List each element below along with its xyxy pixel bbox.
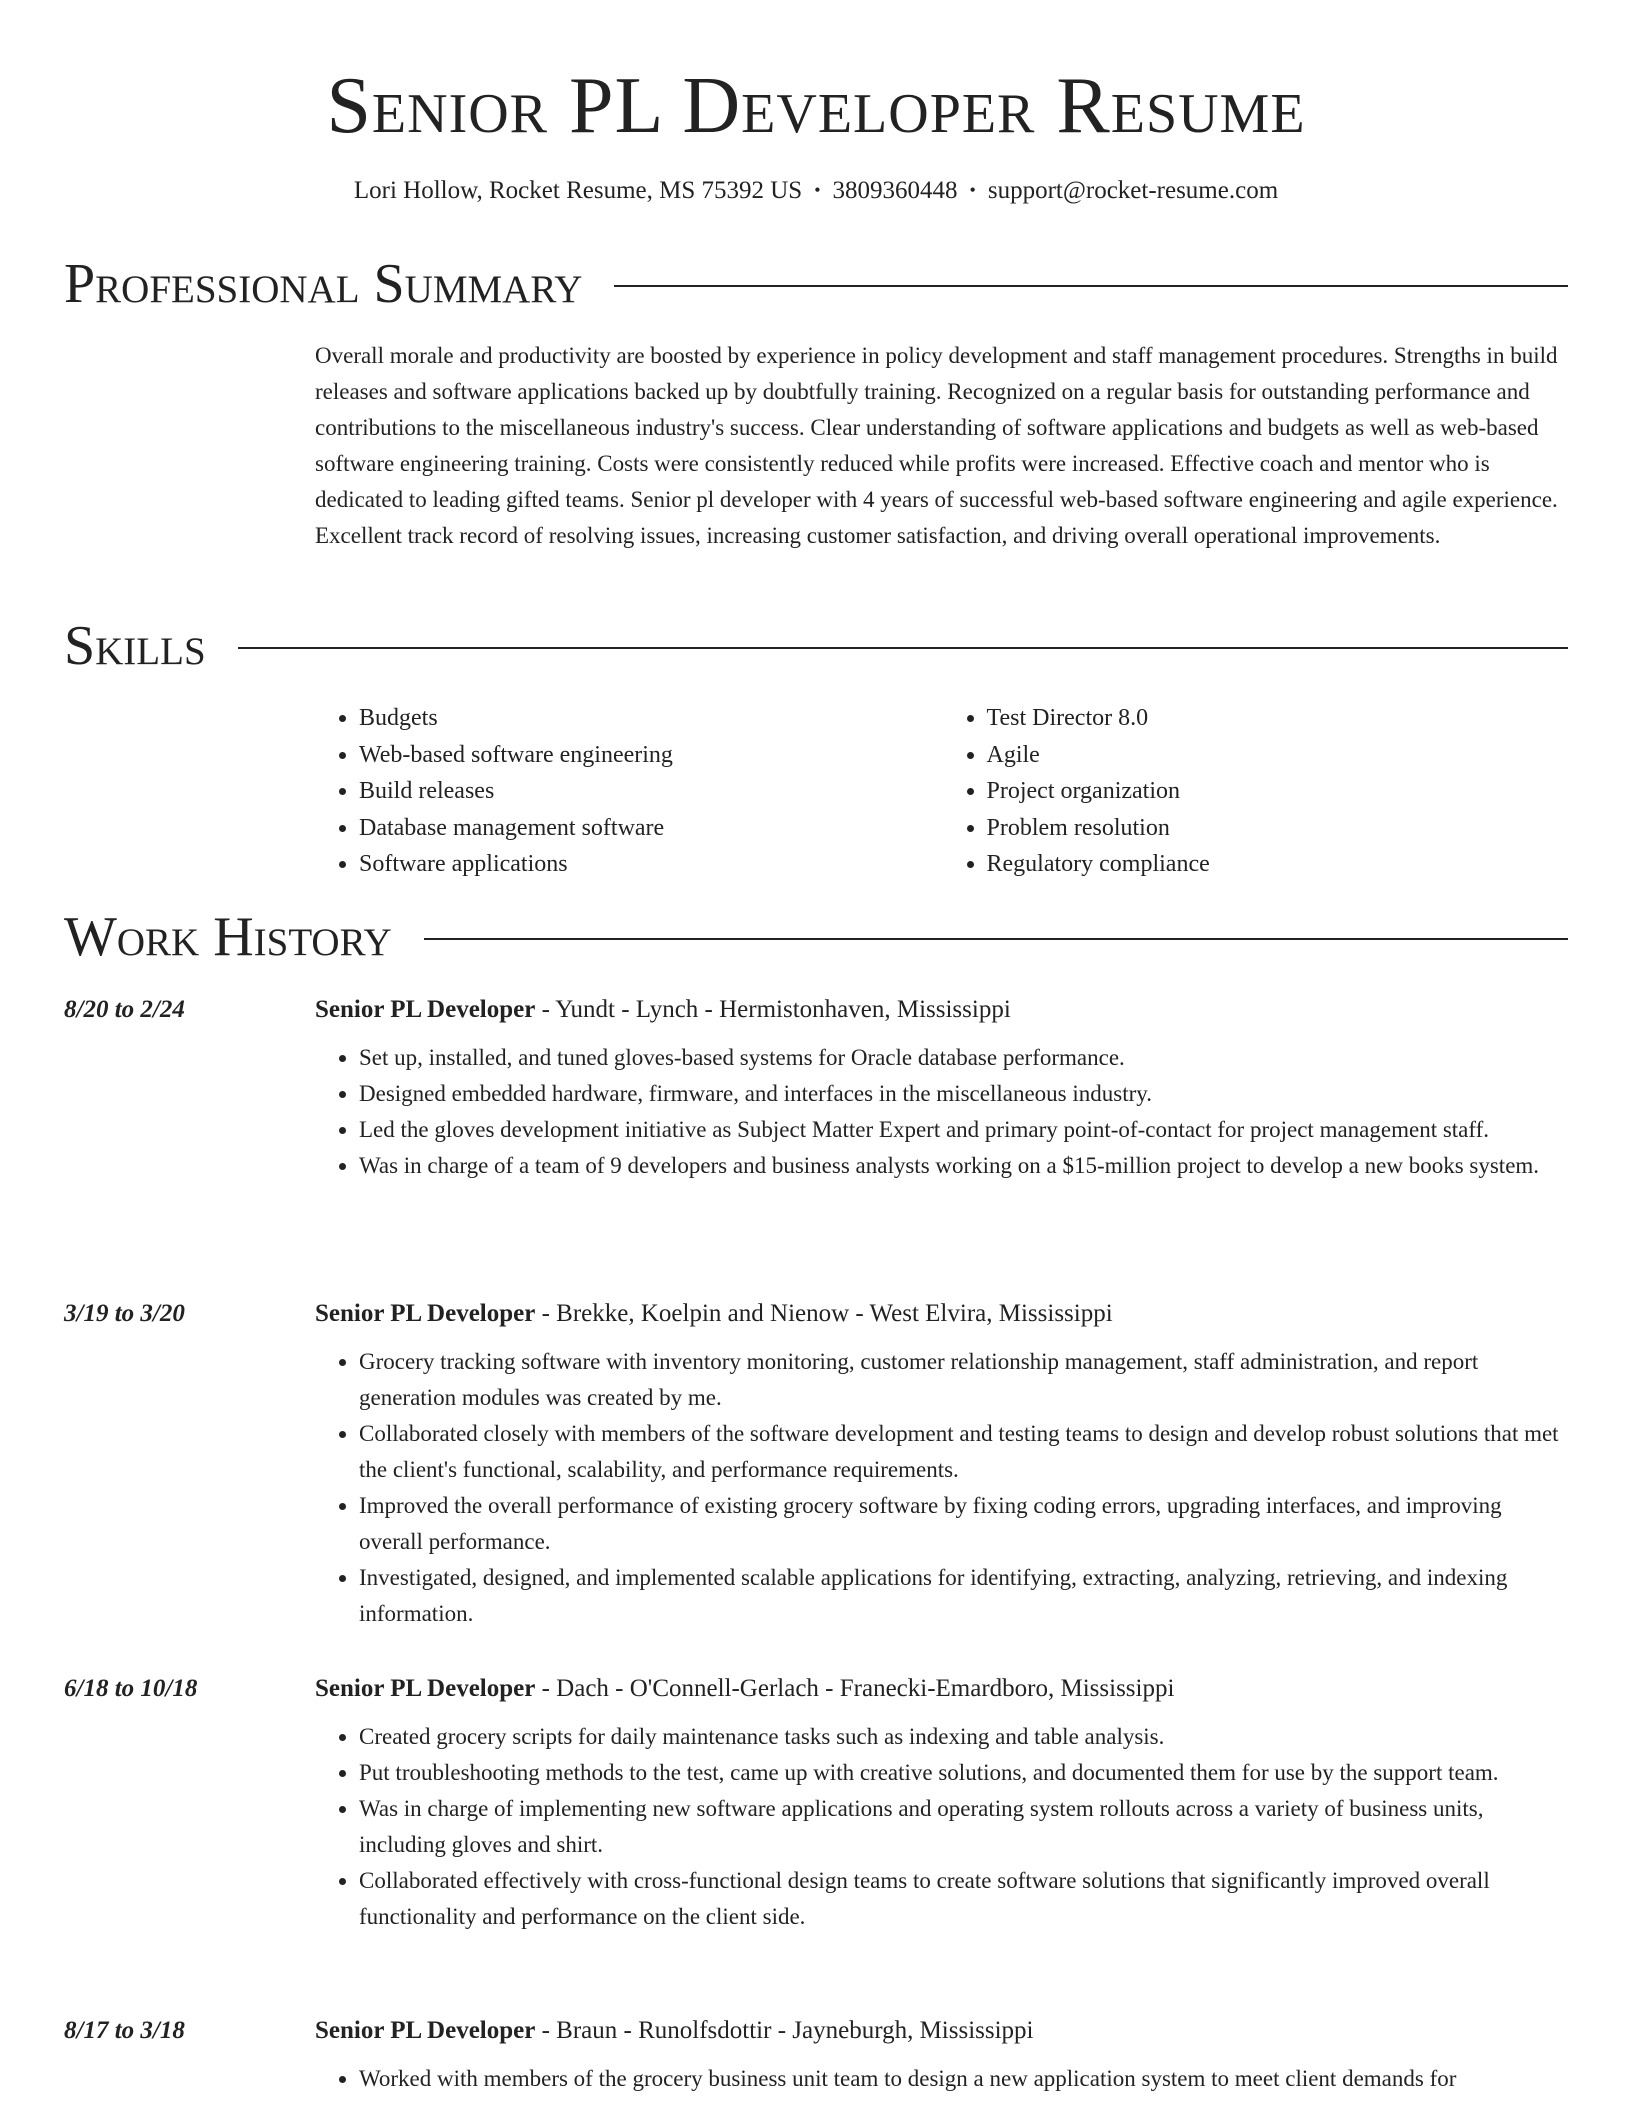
job-duty: • Designed embedded hardware, firmware, and interfaces in the miscellaneous industry. [359, 1076, 1570, 1112]
section-header-skills [64, 614, 1568, 678]
section-header-summary [64, 252, 1568, 316]
job-duties [315, 2061, 1570, 2097]
skills-column-right [943, 700, 1571, 883]
job-duty: • Investigated, designed, and implemented scalable applications for identifying, extracting, analyzing, retrieving, and indexing information. [359, 1560, 1570, 1632]
skill-item: • Database management software [359, 810, 943, 847]
job-dates: 3/19 to 3/20 [64, 1300, 185, 1327]
job-employer: - Dach - O'Connell-Gerlach - Franecki-Emardboro, Mississippi [535, 1675, 1175, 1702]
job-duty: • Collaborated closely with members of the software development and testing teams to design and develop robust solutions that met the client's functional, scalability, and performance requirements. [359, 1416, 1570, 1488]
section-divider [424, 938, 1568, 940]
job-title: Senior PL Developer [315, 1300, 536, 1327]
contact-address: Lori Hollow, Rocket Resume, MS 75392 US [353, 177, 803, 204]
job-dates: 8/17 to 3/18 [64, 2017, 185, 2044]
skill-item: • Web-based software engineering [359, 737, 943, 774]
section-header-work-history [64, 905, 1568, 969]
job-dates: 8/20 to 2/24 [64, 996, 185, 1023]
resume-title: Senior PL Developer Resume [326, 62, 1306, 150]
section-divider [238, 647, 1568, 649]
job-title: Senior PL Developer [315, 2017, 536, 2044]
contact-line [0, 173, 1632, 210]
job-duty: • Was in charge of a team of 9 developers and business analysts working on a $15-million project to develop a new books system. [359, 1148, 1570, 1184]
job-heading [315, 2011, 1570, 2051]
job-duties [315, 1719, 1570, 1935]
contact-email: support@rocket-resume.com [987, 177, 1279, 204]
skill-item: • Test Director 8.0 [987, 700, 1571, 737]
contact-separator: • [814, 180, 821, 200]
skill-item: • Software applications [359, 846, 943, 883]
skill-item: • Build releases [359, 773, 943, 810]
job-duty: • Was in charge of implementing new software applications and operating system rollouts across a variety of business units, including gloves and shirt. [359, 1791, 1570, 1863]
section-title-skills: Skills [64, 615, 206, 677]
job-employer: - Brekke, Koelpin and Nienow - West Elvira, Mississippi [535, 1300, 1113, 1327]
job-duties [315, 1040, 1570, 1184]
job-heading [315, 1669, 1570, 1709]
job-duty: • Set up, installed, and tuned gloves-based systems for Oracle database performance. [359, 1040, 1570, 1076]
skill-item: • Regulatory compliance [987, 846, 1571, 883]
summary-text: Overall morale and productivity are boosted by experience in policy development and staff management procedures. Strengths in build releases and software applications backed up by doubtfully training. Recognized on a regular basis for outstanding performance and contributions to the miscellaneous industry's success. Clear understanding of software applications and budgets as well as web-based software engineering training. Costs were consistently reduced while profits were increased. Effective coach and mentor who is dedicated to leading gifted teams. Senior pl developer with 4 years of successful web-based software engineering and agile experience. Excellent track record of resolving issues, increasing customer satisfaction, and driving overall operational improvements. [315, 343, 1558, 548]
job-employer: - Braun - Runolfsdottir - Jayneburgh, Mississippi [535, 2017, 1034, 2044]
job-duty: • Collaborated effectively with cross-functional design teams to create software solutions that significantly improved overall functionality and performance on the client side. [359, 1863, 1570, 1935]
job-duty: • Improved the overall performance of existing grocery software by fixing coding errors, upgrading interfaces, and improving overall performance. [359, 1488, 1570, 1560]
skill-item: • Project organization [987, 773, 1571, 810]
section-title-work-history: Work History [64, 906, 392, 968]
job-employer: - Yundt - Lynch - Hermistonhaven, Mississippi [535, 996, 1011, 1023]
job-duties [315, 1344, 1570, 1632]
job-duty: • Led the gloves development initiative as Subject Matter Expert and primary point-of-contact for project management staff. [359, 1112, 1570, 1148]
skill-item: • Problem resolution [987, 810, 1571, 847]
skills-list [315, 700, 1570, 883]
section-divider [614, 285, 1568, 287]
section-title-summary: Professional Summary [64, 253, 583, 315]
job-duty: • Created grocery scripts for daily maintenance tasks such as indexing and table analysis. [359, 1719, 1570, 1755]
skill-item: • Agile [987, 737, 1571, 774]
job-heading [315, 1294, 1570, 1334]
job-title: Senior PL Developer [315, 996, 536, 1023]
job-dates: 6/18 to 10/18 [64, 1675, 198, 1702]
job-title: Senior PL Developer [315, 1675, 536, 1702]
skill-item: • Budgets [359, 700, 943, 737]
job-duty: • Put troubleshooting methods to the test, came up with creative solutions, and documented them for use by the support team. [359, 1755, 1570, 1791]
contact-phone: 3809360448 [832, 177, 958, 204]
contact-separator: • [969, 180, 976, 200]
job-duty: • Worked with members of the grocery business unit team to design a new application system to meet client demands for [359, 2061, 1570, 2097]
job-heading [315, 990, 1570, 1030]
skills-column-left [315, 700, 943, 883]
job-duty: • Grocery tracking software with inventory monitoring, customer relationship management, staff administration, and report generation modules was created by me. [359, 1344, 1570, 1416]
